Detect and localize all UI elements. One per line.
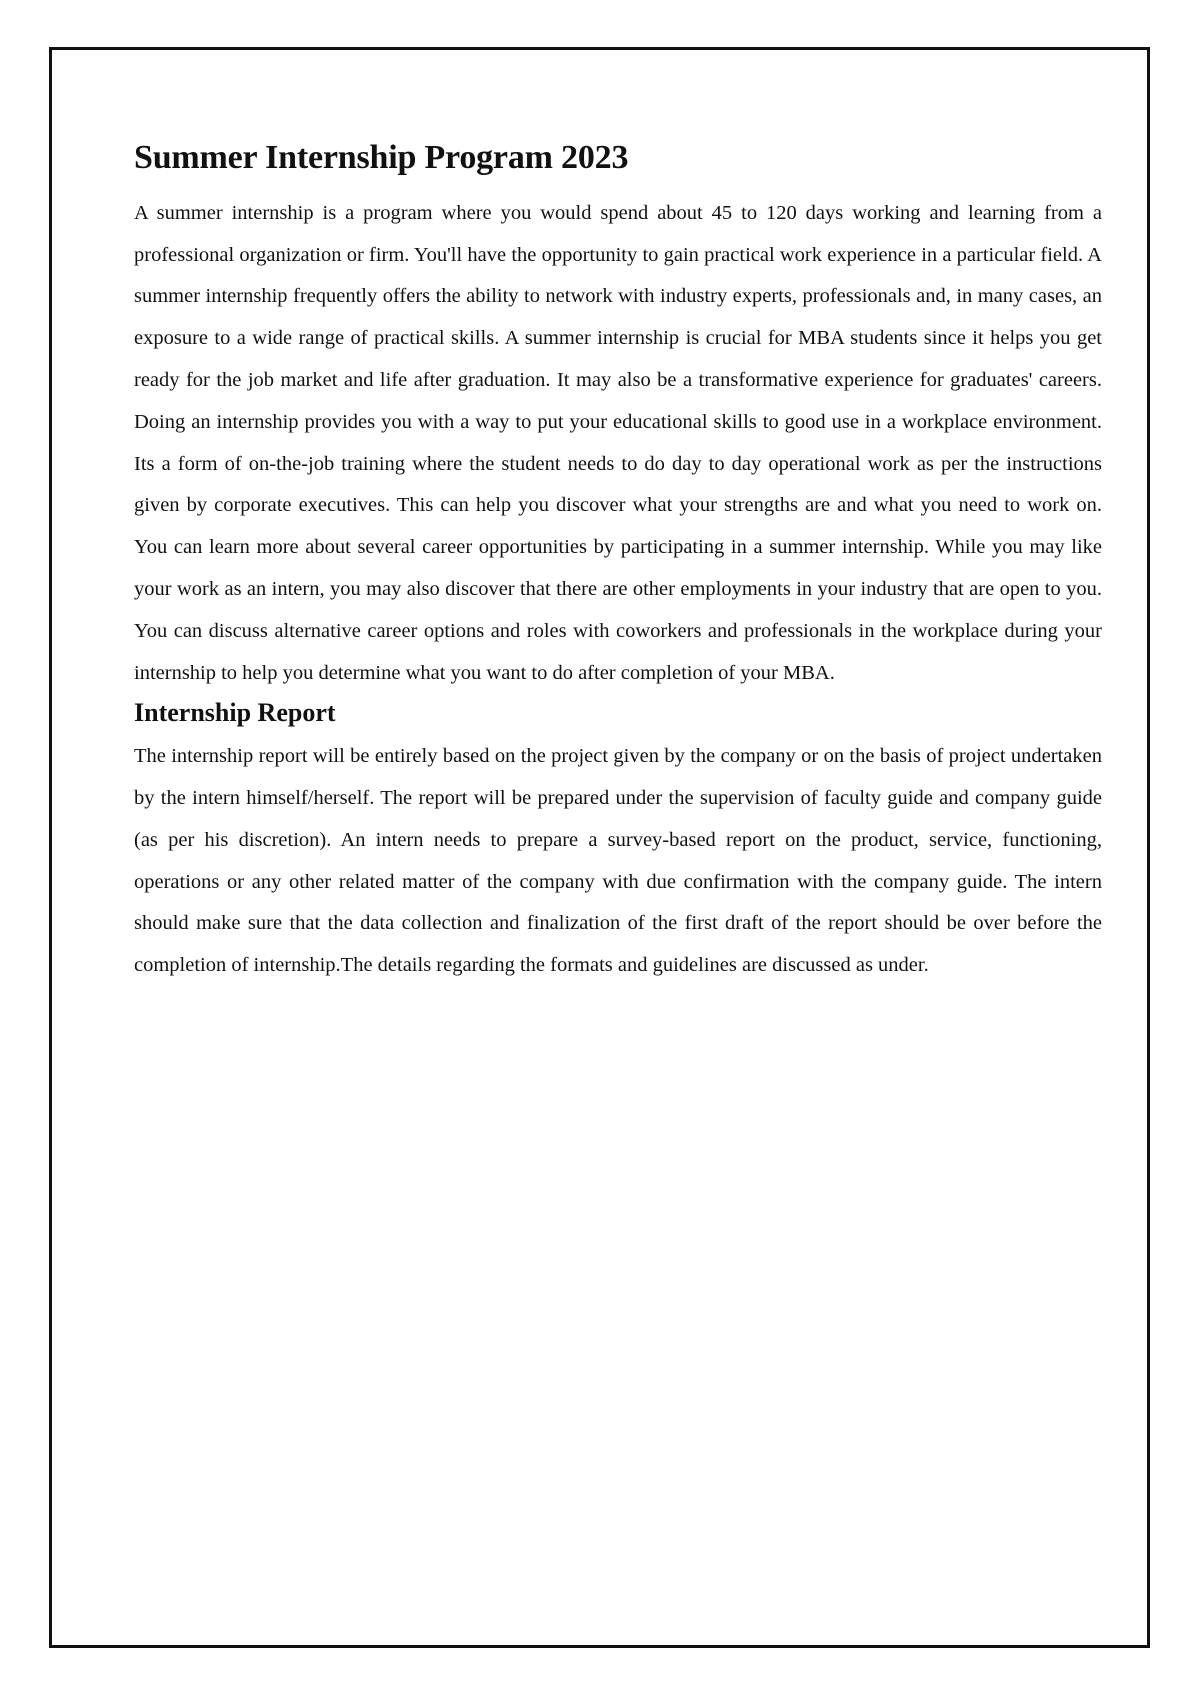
document-body bbox=[134, 138, 1102, 989]
report-paragraph: The internship report will be entirely based on the project given by the company or on the basis of project undertaken by the intern himself/herself. The report will be prepared under the supervision of faculty guide and company guide (as per his discretion). An intern needs to prepare a survey-based report on the product, service, functioning, operations or any other related matter of the company with due confirmation with the company guide. The intern should make sure that the data collection and finalization of the first draft of the report should be over before the completion of internship.The details regarding the formats and guidelines are discussed as under. bbox=[134, 745, 1102, 977]
page-title: Summer Internship Program 2023 bbox=[134, 139, 629, 176]
intro-paragraph: A summer internship is a program where you would spend about 45 to 120 days working and learning from a professional organization or firm. You'll have the opportunity to gain practical work experience in a particular field. A summer internship frequently offers the ability to network with industry experts, professionals and, in many cases, an exposure to a wide range of practical skills. A summer internship is crucial for MBA students since it helps you get ready for the job market and life after graduation. It may also be a transformative experience for graduates' careers. Doing an internship provides you with a way to put your educational skills to good use in a workplace environment. Its a form of on-the-job training where the student needs to do day to day operational work as per the instructions given by corporate executives. This can help you discover what your strengths are and what you need to work on. You can learn more about several career opportunities by participating in a summer internship. While you may like your work as an intern, you may also discover that there are other employments in your industry that are open to you. You can discuss alternative career options and roles with coworkers and professionals in the workplace during your internship to help you determine what you want to do after completion of your MBA. bbox=[134, 201, 1102, 684]
section-heading-internship-report: Internship Report bbox=[134, 698, 336, 728]
